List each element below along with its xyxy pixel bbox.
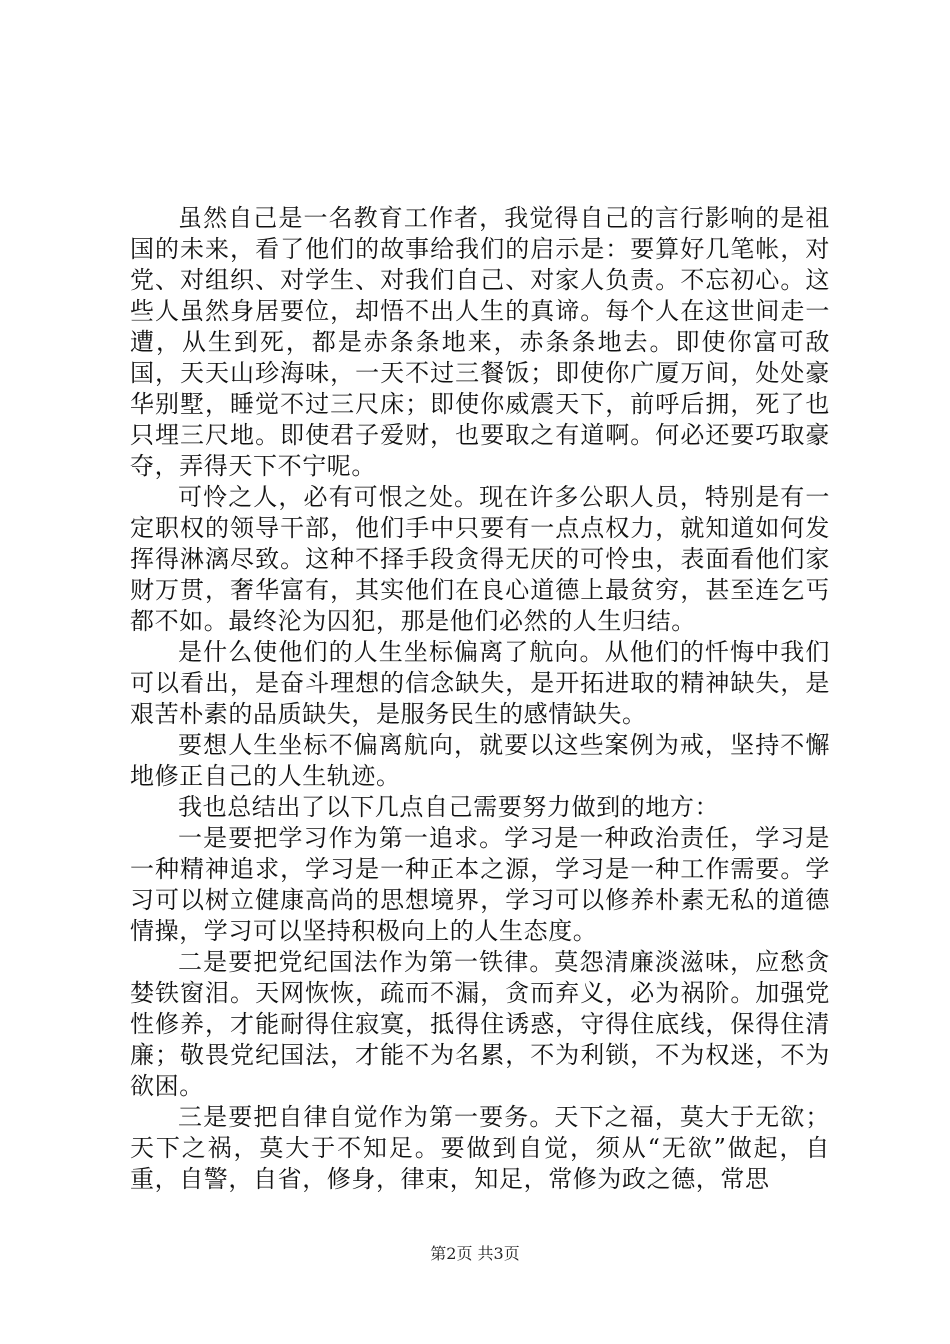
paragraph-3: 是什么使他们的人生坐标偏离了航向。从他们的忏悔中我们可以看出，是奋斗理想的信念缺失，是开拓进取的精神缺失，是艰苦朴素的品质缺失，是服务民生的感情缺失。: [130, 638, 830, 728]
paragraph-5: 我也总结出了以下几点自己需要努力做到的地方：: [178, 793, 720, 821]
paragraph-4: 要想人生坐标不偏离航向，就要以这些案例为戒，坚持不懈地修正自己的人生轨迹。: [130, 731, 830, 790]
body-text: [130, 203, 830, 1195]
paragraph-1: 虽然自己是一名教育工作者，我觉得自己的言行影响的是祖国的未来，看了他们的故事给我们的启示是：要算好几笔帐，对党、对组织、对学生、对我们自己、对家人负责。不忘初心。这些人虽然身居要位，却悟不出人生的真谛。每个人在这世间走一遭，从生到死，都是赤条条地来，赤条条地去。即使你富可敌国，天天山珍海味，一天不过三餐饭；即使你广厦万间，处处豪华别墅，睡觉不过三尺床；即使你威震天下，前呼后拥，死了也只埋三尺地。即使君子爱财，也要取之有道啊。何必还要巧取豪夺，弄得天下不宁呢。: [130, 204, 830, 480]
page-number-label: 第2页 共3页: [430, 1244, 520, 1263]
page-footer: [0, 1243, 950, 1265]
paragraph-2: 可怜之人，必有可恨之处。现在许多公职人员，特别是有一定职权的领导干部，他们手中只要有一点点权力，就知道如何发挥得淋漓尽致。这种不择手段贪得无厌的可怜虫，表面看他们家财万贯，奢华富有，其实他们在良心道德上最贫穷，甚至连乞丐都不如。最终沦为囚犯，那是他们必然的人生归结。: [130, 483, 830, 635]
paragraph-7: 二是要把党纪国法作为第一铁律。莫怨清廉淡滋味，应愁贪婪铁窗泪。天网恢恢，疏而不漏，贪而弃义，必为祸阶。加强党性修养，才能耐得住寂寞，抵得住诱惑，守得住底线，保得住清廉；敬畏党纪国法，才能不为名累，不为利锁，不为权迷，不为欲困。: [130, 948, 830, 1100]
paragraph-8: 三是要把自律自觉作为第一要务。天下之福，莫大于无欲；天下之祸，莫大于不知足。要做到自觉，须从“无欲”做起，自重，自警，自省，修身，律束，知足，常修为政之德，常思: [130, 1103, 830, 1193]
paragraph-6: 一是要把学习作为第一追求。学习是一种政治责任，学习是一种精神追求，学习是一种正本之源，学习是一种工作需要。学习可以树立健康高尚的思想境界，学习可以修养朴素无私的道德情操，学习可以坚持积极向上的人生态度。: [130, 824, 830, 945]
